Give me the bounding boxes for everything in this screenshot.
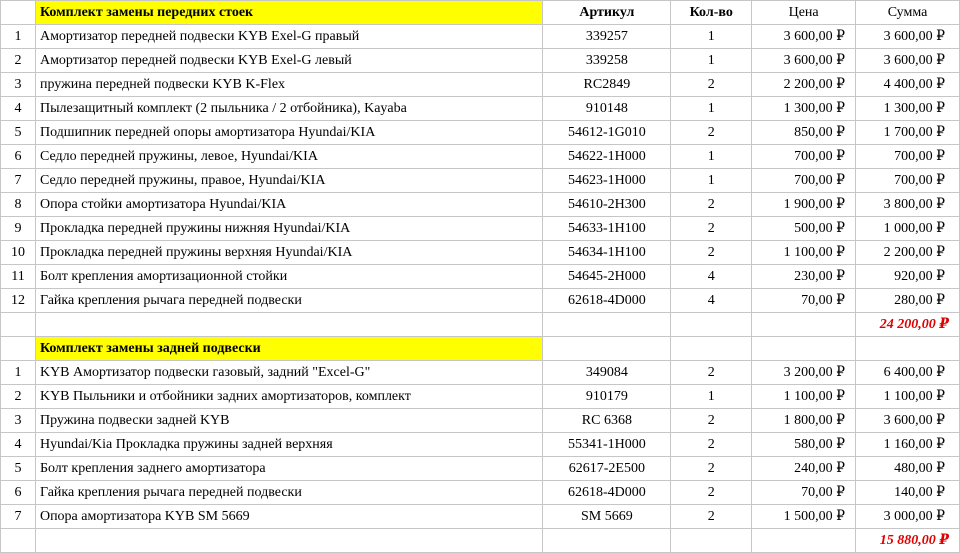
row-number-cell[interactable]: 6 (1, 145, 36, 169)
total-row (1, 529, 960, 553)
item-name-cell[interactable]: Подшипник передней опоры амортизатора Hyundai/KIA (35, 121, 543, 145)
price-cell[interactable]: 1 500,00 ₽ (752, 505, 856, 529)
article-cell[interactable]: RC2849 (543, 73, 671, 97)
article-cell[interactable]: 54623-1H000 (543, 169, 671, 193)
row-number-cell[interactable]: 5 (1, 121, 36, 145)
table-row (1, 481, 960, 505)
empty-cell[interactable] (752, 313, 856, 337)
price-cell[interactable]: 2 200,00 ₽ (752, 73, 856, 97)
table-row (1, 121, 960, 145)
article-cell[interactable]: 54610-2H300 (543, 193, 671, 217)
row-number-cell[interactable]: 8 (1, 193, 36, 217)
empty-cell[interactable] (543, 529, 671, 553)
empty-cell[interactable] (35, 313, 543, 337)
row-number-cell[interactable]: 7 (1, 169, 36, 193)
article-cell[interactable]: 910179 (543, 385, 671, 409)
empty-cell[interactable] (856, 337, 960, 361)
price-cell[interactable]: 1 800,00 ₽ (752, 409, 856, 433)
row-number-cell[interactable]: 11 (1, 265, 36, 289)
table-row (1, 505, 960, 529)
empty-cell[interactable] (752, 529, 856, 553)
empty-cell[interactable] (543, 337, 671, 361)
quantity-cell[interactable]: 1 (671, 169, 752, 193)
empty-cell[interactable] (752, 337, 856, 361)
quantity-cell[interactable]: 1 (671, 97, 752, 121)
item-name-cell[interactable]: пружина передней подвески KYB K-Flex (35, 73, 543, 97)
item-name-cell[interactable]: Амортизатор передней подвески KYB Exel-G правый (35, 25, 543, 49)
row-number-cell[interactable]: 4 (1, 433, 36, 457)
table-row (1, 361, 960, 385)
quantity-cell[interactable]: 4 (671, 289, 752, 313)
sum-cell[interactable]: 1 160,00 ₽ (856, 433, 960, 457)
set1-total-cell[interactable]: 24 200,00 ₽ (856, 313, 960, 337)
price-cell[interactable]: 70,00 ₽ (752, 481, 856, 505)
item-name-cell[interactable]: Седло передней пружины, правое, Hyundai/KIA (35, 169, 543, 193)
sum-cell[interactable]: 280,00 ₽ (856, 289, 960, 313)
row-number-cell[interactable]: 12 (1, 289, 36, 313)
row-number-cell[interactable]: 7 (1, 505, 36, 529)
table-row (1, 385, 960, 409)
quantity-cell[interactable]: 1 (671, 145, 752, 169)
quantity-cell[interactable]: 2 (671, 361, 752, 385)
price-cell[interactable]: 1 100,00 ₽ (752, 241, 856, 265)
header-sum[interactable]: Сумма (856, 1, 960, 25)
item-name-cell[interactable]: Пылезащитный комплект (2 пыльника / 2 отбойника), Kayaba (35, 97, 543, 121)
empty-cell[interactable] (1, 313, 36, 337)
article-cell[interactable]: 54633-1H100 (543, 217, 671, 241)
table-row (1, 433, 960, 457)
table-row (1, 97, 960, 121)
sum-cell[interactable]: 6 400,00 ₽ (856, 361, 960, 385)
article-cell[interactable]: 54622-1H000 (543, 145, 671, 169)
article-cell[interactable]: 62618-4D000 (543, 289, 671, 313)
table-row (1, 457, 960, 481)
empty-cell[interactable] (671, 337, 752, 361)
header-row (1, 1, 960, 25)
article-cell[interactable]: RC 6368 (543, 409, 671, 433)
quantity-cell[interactable]: 4 (671, 265, 752, 289)
item-name-cell[interactable]: Амортизатор передней подвески KYB Exel-G левый (35, 49, 543, 73)
table-row (1, 217, 960, 241)
item-name-cell[interactable]: KYB Амортизатор подвески газовый, задний "Excel-G" (35, 361, 543, 385)
quantity-cell[interactable]: 2 (671, 481, 752, 505)
table-row (1, 289, 960, 313)
quantity-cell[interactable]: 2 (671, 457, 752, 481)
price-cell[interactable]: 230,00 ₽ (752, 265, 856, 289)
sum-cell[interactable]: 1 000,00 ₽ (856, 217, 960, 241)
table-row (1, 49, 960, 73)
sum-cell[interactable]: 140,00 ₽ (856, 481, 960, 505)
empty-cell[interactable] (671, 313, 752, 337)
price-cell[interactable]: 1 100,00 ₽ (752, 385, 856, 409)
quantity-cell[interactable]: 2 (671, 433, 752, 457)
empty-cell[interactable] (35, 529, 543, 553)
quantity-cell[interactable]: 1 (671, 25, 752, 49)
article-cell[interactable]: SM 5669 (543, 505, 671, 529)
price-cell[interactable]: 850,00 ₽ (752, 121, 856, 145)
item-name-cell[interactable]: Hyundai/Kia Прокладка пружины задней верхняя (35, 433, 543, 457)
set2-header-row (1, 337, 960, 361)
item-name-cell[interactable]: Прокладка передней пружины верхняя Hyundai/KIA (35, 241, 543, 265)
quantity-cell[interactable]: 2 (671, 409, 752, 433)
item-name-cell[interactable]: Пружина подвески задней KYB (35, 409, 543, 433)
item-name-cell[interactable]: Болт крепления амортизационной стойки (35, 265, 543, 289)
item-name-cell[interactable]: KYB Пыльники и отбойники задних амортизаторов, комплект (35, 385, 543, 409)
price-cell[interactable]: 1 300,00 ₽ (752, 97, 856, 121)
sum-cell[interactable]: 3 600,00 ₽ (856, 409, 960, 433)
item-name-cell[interactable]: Болт крепления заднего амортизатора (35, 457, 543, 481)
item-name-cell[interactable]: Опора амортизатора KYB SM 5669 (35, 505, 543, 529)
quantity-cell[interactable]: 2 (671, 217, 752, 241)
row-number-cell[interactable]: 4 (1, 97, 36, 121)
row-number-cell[interactable]: 2 (1, 385, 36, 409)
row-number-cell[interactable]: 1 (1, 361, 36, 385)
row-number-cell[interactable]: 3 (1, 73, 36, 97)
row-number-cell[interactable]: 1 (1, 25, 36, 49)
table-row (1, 145, 960, 169)
price-cell[interactable]: 70,00 ₽ (752, 289, 856, 313)
row-number-cell[interactable]: 9 (1, 217, 36, 241)
table-row (1, 409, 960, 433)
table-row (1, 25, 960, 49)
quantity-cell[interactable]: 1 (671, 385, 752, 409)
sum-cell[interactable]: 3 800,00 ₽ (856, 193, 960, 217)
table-row (1, 265, 960, 289)
sum-cell[interactable]: 700,00 ₽ (856, 145, 960, 169)
article-cell[interactable]: 339257 (543, 25, 671, 49)
row-number-cell[interactable]: 6 (1, 481, 36, 505)
article-cell[interactable]: 349084 (543, 361, 671, 385)
sum-cell[interactable]: 3 000,00 ₽ (856, 505, 960, 529)
row-number-cell[interactable]: 5 (1, 457, 36, 481)
article-cell[interactable]: 910148 (543, 97, 671, 121)
item-name-cell[interactable]: Гайка крепления рычага передней подвески (35, 481, 543, 505)
item-name-cell[interactable]: Седло передней пружины, левое, Hyundai/KIA (35, 145, 543, 169)
empty-cell[interactable] (671, 529, 752, 553)
quantity-cell[interactable]: 2 (671, 241, 752, 265)
header-article[interactable]: Артикул (543, 1, 671, 25)
price-cell[interactable]: 580,00 ₽ (752, 433, 856, 457)
sum-cell[interactable]: 700,00 ₽ (856, 169, 960, 193)
article-cell[interactable]: 62618-4D000 (543, 481, 671, 505)
price-cell[interactable]: 240,00 ₽ (752, 457, 856, 481)
sum-cell[interactable]: 3 600,00 ₽ (856, 25, 960, 49)
header-cell-number[interactable] (1, 1, 36, 25)
sum-cell[interactable]: 1 100,00 ₽ (856, 385, 960, 409)
header-price[interactable]: Цена (752, 1, 856, 25)
price-cell[interactable]: 3 200,00 ₽ (752, 361, 856, 385)
quantity-cell[interactable]: 1 (671, 49, 752, 73)
article-cell[interactable]: 54634-1H100 (543, 241, 671, 265)
empty-cell[interactable] (1, 529, 36, 553)
sum-cell[interactable]: 920,00 ₽ (856, 265, 960, 289)
sum-cell[interactable]: 3 600,00 ₽ (856, 49, 960, 73)
article-cell[interactable]: 339258 (543, 49, 671, 73)
item-name-cell[interactable]: Прокладка передней пружины нижняя Hyundai/KIA (35, 217, 543, 241)
price-cell[interactable]: 700,00 ₽ (752, 145, 856, 169)
price-cell[interactable]: 3 600,00 ₽ (752, 49, 856, 73)
item-name-cell[interactable]: Опора стойки амортизатора Hyundai/KIA (35, 193, 543, 217)
total-row (1, 313, 960, 337)
sum-cell[interactable]: 480,00 ₽ (856, 457, 960, 481)
empty-cell[interactable] (1, 337, 36, 361)
quantity-cell[interactable]: 2 (671, 193, 752, 217)
article-cell[interactable]: 54645-2H000 (543, 265, 671, 289)
row-number-cell[interactable]: 10 (1, 241, 36, 265)
price-cell[interactable]: 500,00 ₽ (752, 217, 856, 241)
table-row (1, 193, 960, 217)
quantity-cell[interactable]: 2 (671, 121, 752, 145)
sum-cell[interactable]: 1 700,00 ₽ (856, 121, 960, 145)
price-cell[interactable]: 3 600,00 ₽ (752, 25, 856, 49)
set2-title[interactable]: Комплект замены задней подвески (35, 337, 543, 361)
sum-cell[interactable]: 2 200,00 ₽ (856, 241, 960, 265)
article-cell[interactable]: 54612-1G010 (543, 121, 671, 145)
sum-cell[interactable]: 1 300,00 ₽ (856, 97, 960, 121)
article-cell[interactable]: 55341-1H000 (543, 433, 671, 457)
price-cell[interactable]: 700,00 ₽ (752, 169, 856, 193)
set1-title[interactable]: Комплект замены передних стоек (35, 1, 543, 25)
quantity-cell[interactable]: 2 (671, 73, 752, 97)
empty-cell[interactable] (543, 313, 671, 337)
set2-total-cell[interactable]: 15 880,00 ₽ (856, 529, 960, 553)
item-name-cell[interactable]: Гайка крепления рычага передней подвески (35, 289, 543, 313)
sum-cell[interactable]: 4 400,00 ₽ (856, 73, 960, 97)
table-row (1, 169, 960, 193)
table-row (1, 241, 960, 265)
article-cell[interactable]: 62617-2E500 (543, 457, 671, 481)
table-row (1, 73, 960, 97)
row-number-cell[interactable]: 2 (1, 49, 36, 73)
row-number-cell[interactable]: 3 (1, 409, 36, 433)
quantity-cell[interactable]: 2 (671, 505, 752, 529)
header-qty[interactable]: Кол-во (671, 1, 752, 25)
price-cell[interactable]: 1 900,00 ₽ (752, 193, 856, 217)
